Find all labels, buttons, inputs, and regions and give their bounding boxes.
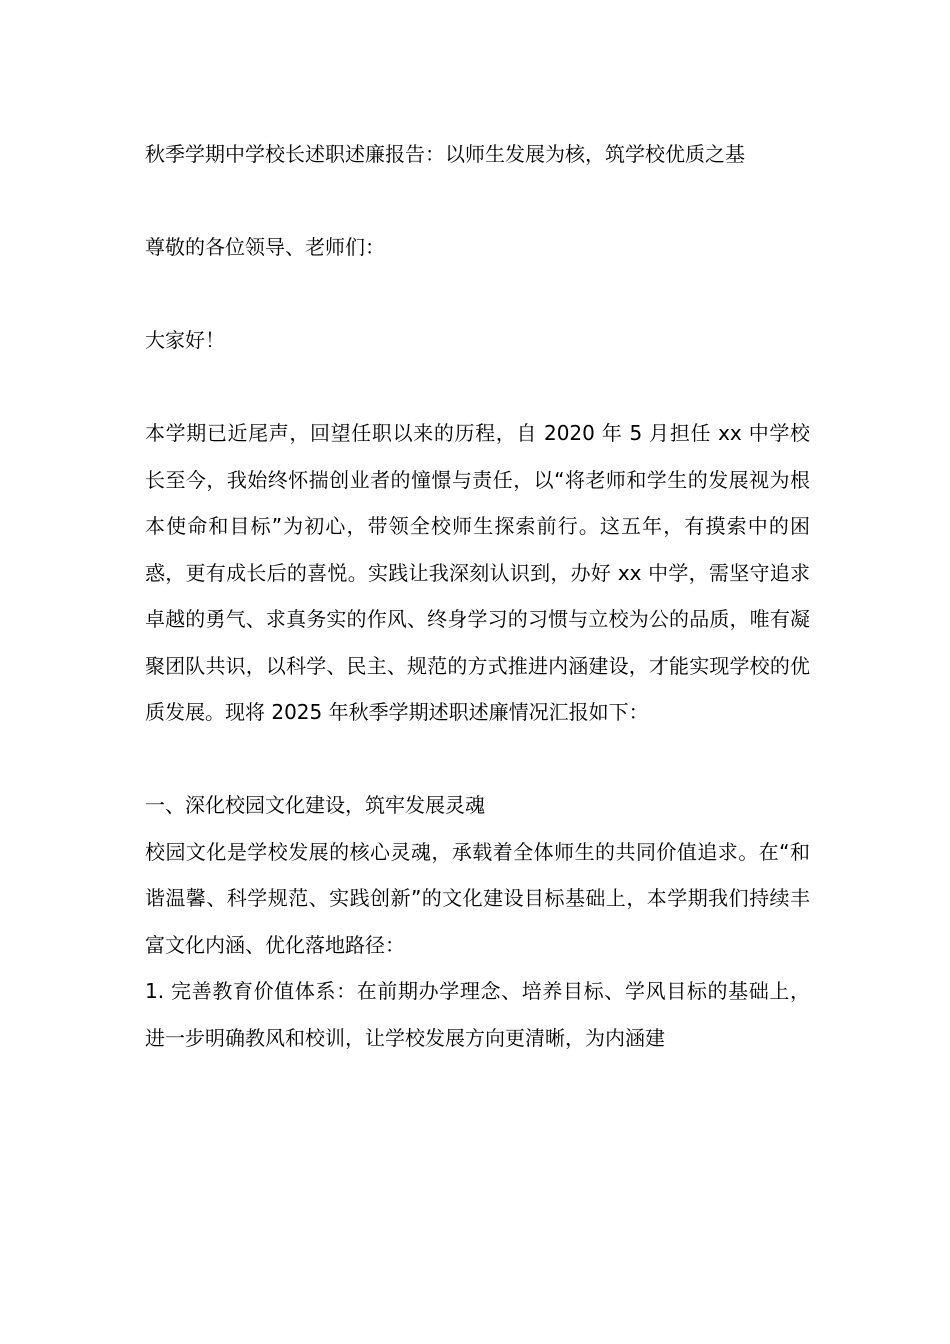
document-body: [145, 131, 810, 1061]
intro-paragraph: 本学期已近尾声，回望任职以来的历程，自 2020 年 5 月担任 xx 中学校长至今，我始终怀揣创业者的憧憬与责任，以“将老师和学生的发展视为根本使命和目标”为初心，带领全校师生探索前行。这五年，有摸索中的困惑，更有成长后的喜悦。实践让我深刻认识到，办好 xx 中学，需坚守追求卓越的勇气、求真务实的作风、终身学习的习惯与立校为公的品质，唯有凝聚团队共识，以科学、民主、规范的方式推进内涵建设，才能实现学校的优质发展。现将 2025 年秋季学期述职述廉情况汇报如下：: [145, 421, 810, 724]
salutation: 尊敬的各位领导、老师们：: [145, 235, 385, 259]
document-title: 秋季学期中学校长述职述廉报告：以师生发展为核，筑学校优质之基: [145, 142, 745, 166]
greeting: 大家好！: [145, 328, 225, 352]
section-heading: 一、深化校园文化建设，筑牢发展灵魂: [145, 793, 485, 817]
section-paragraph: 校园文化是学校发展的核心灵魂，承载着全体师生的共同价值追求。在“和谐温馨、科学规范、实践创新”的文化建设目标基础上，本学期我们持续丰富文化内涵、优化落地路径：: [145, 839, 810, 957]
list-item: 1. 完善教育价值体系：在前期办学理念、培养目标、学风目标的基础上，进一步明确教风和校训，让学校发展方向更清晰，为内涵建: [145, 979, 810, 1050]
